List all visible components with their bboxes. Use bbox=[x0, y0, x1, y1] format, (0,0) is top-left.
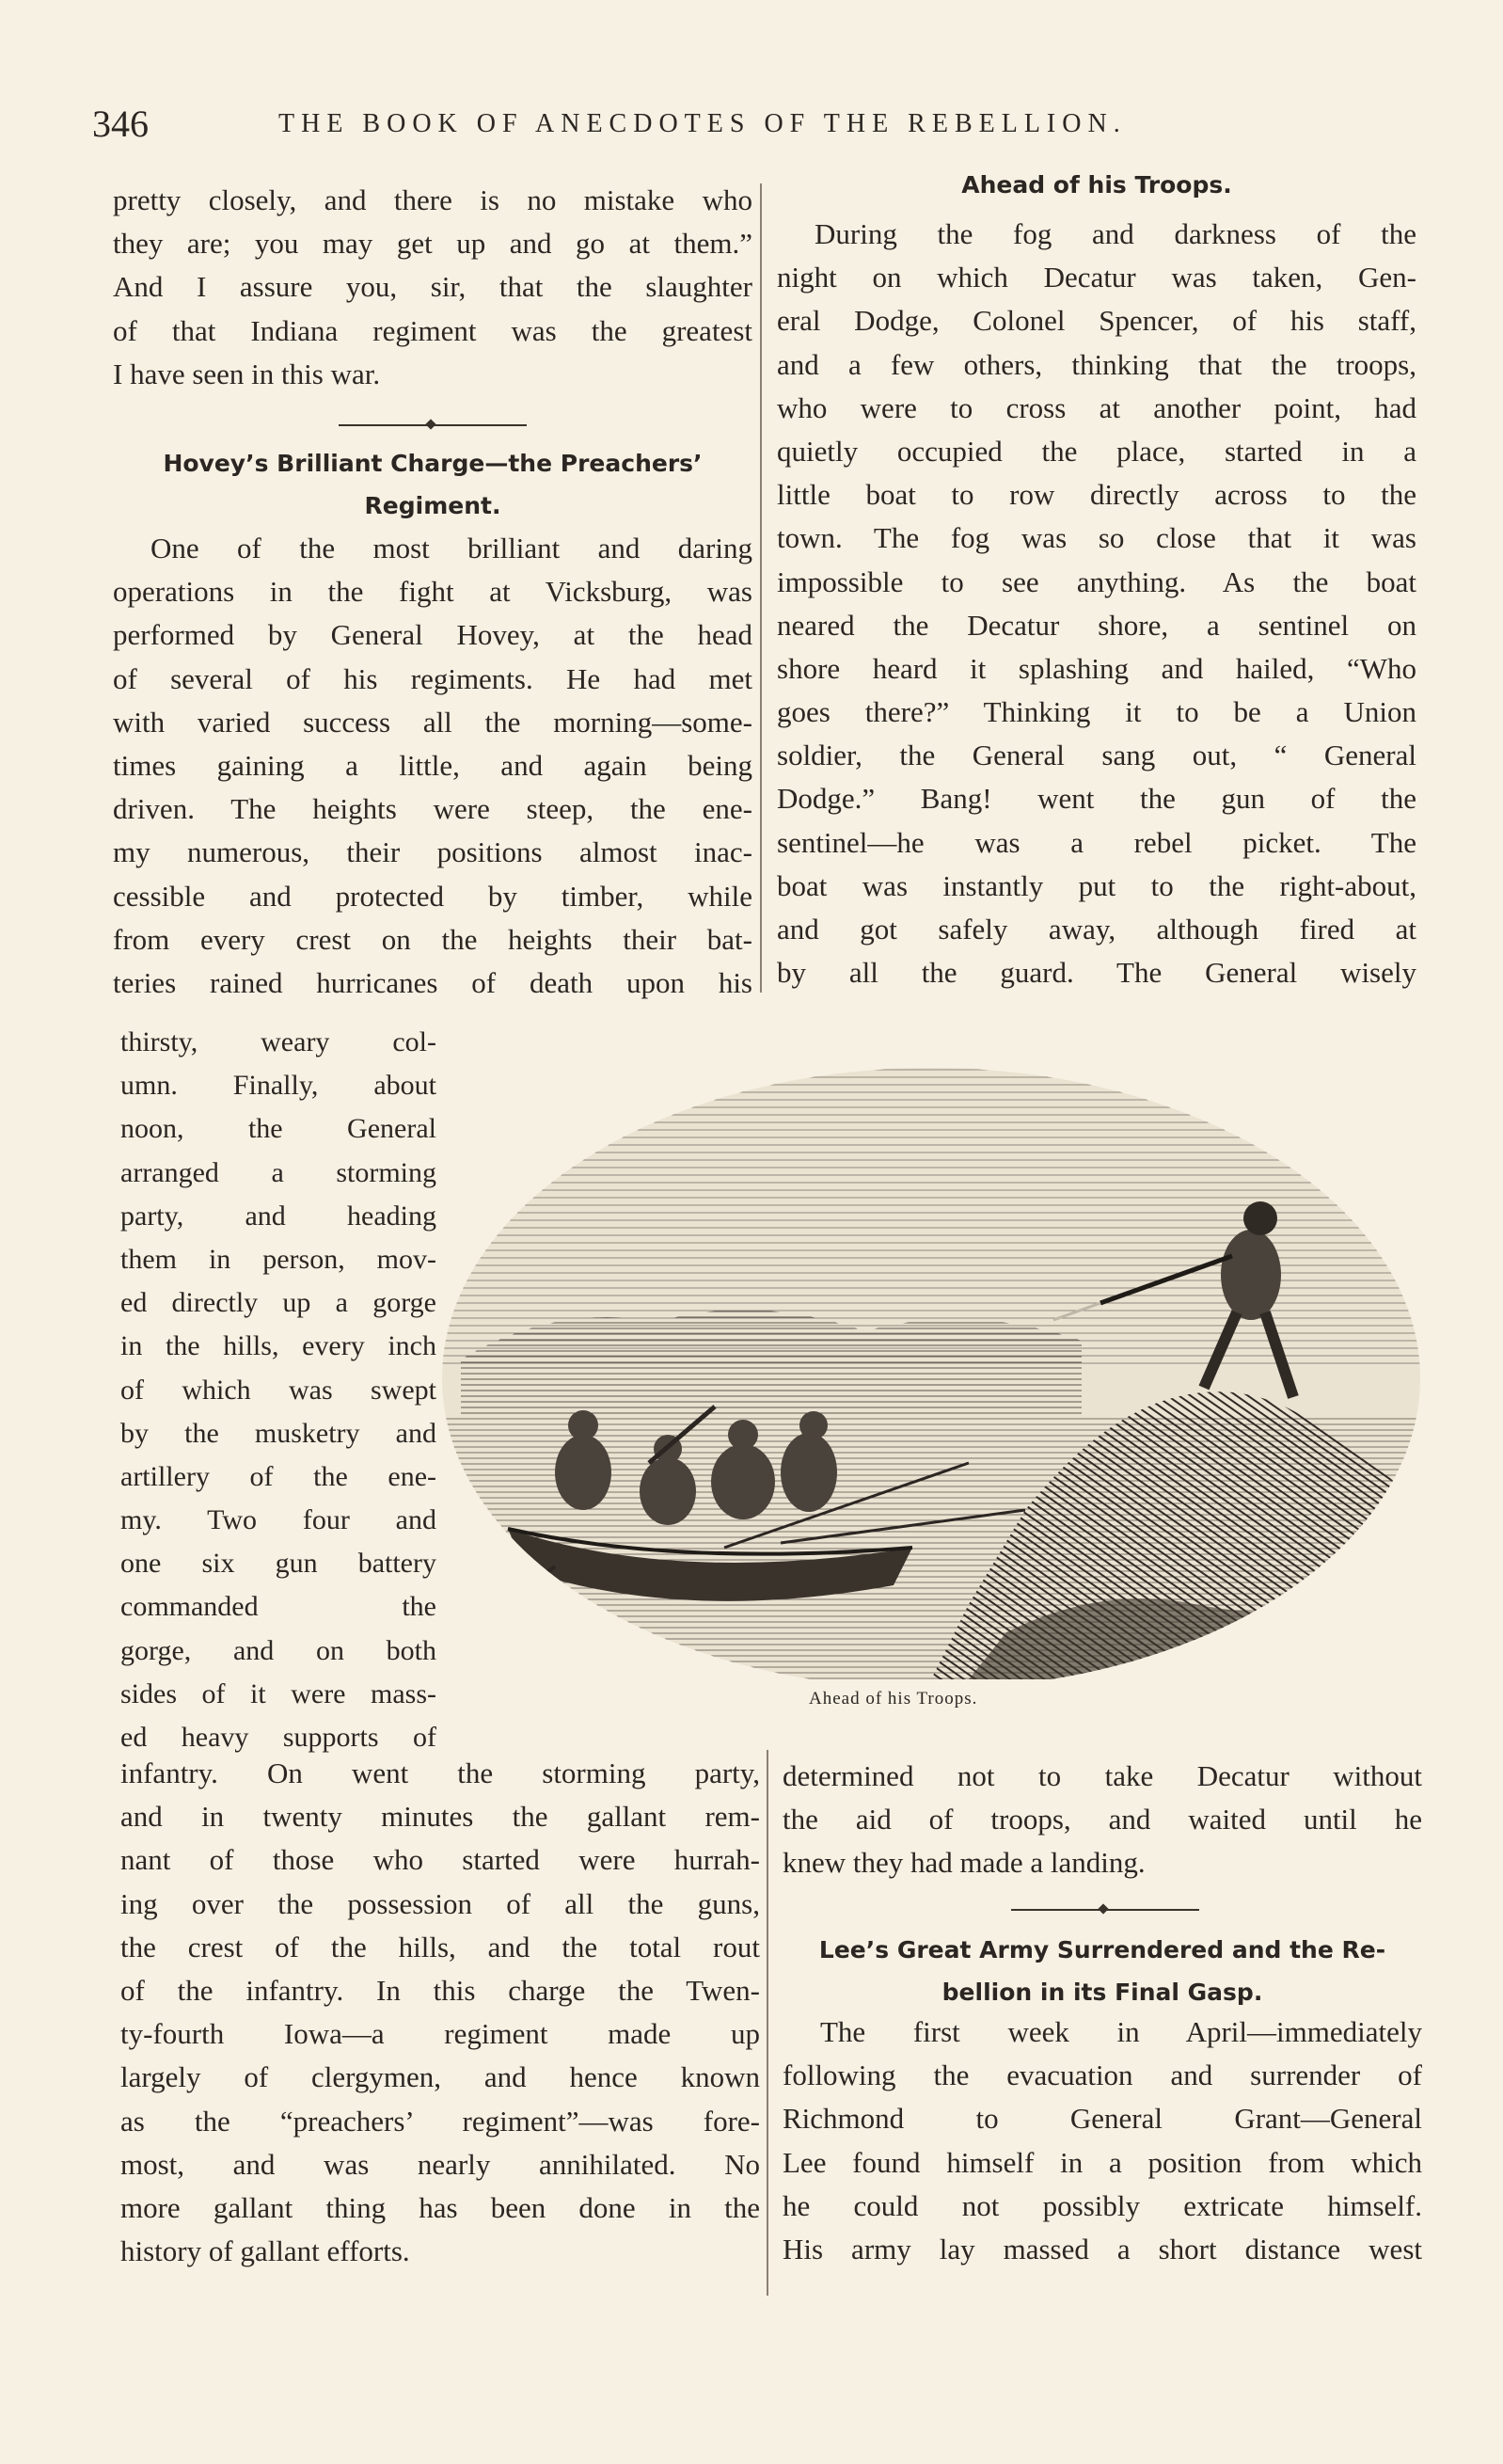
text-line: who were to cross at another point, had bbox=[777, 390, 1416, 424]
text-line: night on which Decatur was taken, Gen- bbox=[777, 261, 1416, 294]
hovey-paragraph-continued bbox=[120, 1752, 760, 2273]
text-line: ed directly up a gorge bbox=[120, 1287, 436, 1319]
text-line: Lee found himself in a position from which bbox=[783, 2145, 1422, 2179]
section-heading-lee bbox=[783, 1929, 1422, 2013]
text-line: eral Dodge, Colonel Spencer, of his staff, bbox=[777, 304, 1416, 338]
text-line: sentinel—he was a rebel picket. The bbox=[777, 825, 1416, 859]
heading-line: Lee’s Great Army Surrendered and the Re- bbox=[818, 1936, 1386, 1963]
text-line: One of the most brilliant and daring bbox=[150, 532, 752, 564]
text-line: determined not to take Decatur without bbox=[783, 1759, 1422, 1792]
text-line: During the fog and darkness of the bbox=[815, 217, 1416, 250]
text-line: party, and heading bbox=[120, 1200, 436, 1232]
text-line: times gaining a little, and again being bbox=[113, 748, 752, 782]
engraving-boat-and-sentinel bbox=[442, 1021, 1420, 1679]
distant-shore bbox=[461, 1310, 1082, 1416]
hovey-paragraph-wrapped bbox=[120, 1021, 436, 1759]
text-line: commanded the bbox=[120, 1591, 436, 1623]
text-line: gorge, and on both bbox=[120, 1634, 436, 1666]
text-line: pretty closely, and there is no mistake who bbox=[113, 183, 752, 216]
text-line: history of gallant efforts. bbox=[120, 2234, 410, 2268]
text-line: and in twenty minutes the gallant rem- bbox=[120, 1800, 760, 1834]
ahead-paragraph bbox=[777, 213, 1416, 994]
page-number: 346 bbox=[92, 103, 149, 145]
text-line: goes there?” Thinking it to be a Union bbox=[777, 695, 1416, 729]
text-line: of several of his regiments. He had met bbox=[113, 661, 752, 695]
text-line: the aid of troops, and waited until he bbox=[783, 1803, 1422, 1836]
text-line: by the musketry and bbox=[120, 1417, 436, 1449]
text-line: as the “preachers’ regiment”—was fore- bbox=[120, 2104, 760, 2138]
column-rule bbox=[767, 1750, 768, 2296]
text-line: nant of those who started were hurrah- bbox=[120, 1843, 760, 1877]
text-line: more gallant thing has been done in the bbox=[120, 2190, 760, 2224]
text-line: boat was instantly put to the right-about, bbox=[777, 868, 1416, 902]
text-line: of which was swept bbox=[120, 1374, 436, 1406]
section-divider-ornament bbox=[1011, 1905, 1199, 1915]
text-line: infantry. On went the storming party, bbox=[120, 1757, 760, 1789]
illustration-caption: Ahead of his Troops. bbox=[809, 1689, 978, 1709]
text-line: and a few others, thinking that the troops, bbox=[777, 347, 1416, 381]
text-line: them in person, mov- bbox=[120, 1243, 436, 1275]
running-header bbox=[92, 102, 1428, 149]
left-column-opening-paragraph bbox=[113, 179, 752, 396]
text-line: shore heard it splashing and hailed, “Who bbox=[777, 651, 1416, 685]
text-line: noon, the General bbox=[120, 1113, 436, 1145]
text-line: they are; you may get up and go at them.” bbox=[113, 227, 752, 261]
hovey-paragraph bbox=[113, 527, 752, 1005]
section-divider-ornament bbox=[339, 421, 527, 430]
text-line: soldier, the General sang out, “ General bbox=[777, 739, 1416, 772]
text-line: following the evacuation and surrender of bbox=[783, 2059, 1422, 2092]
text-line: most, and was nearly annihilated. No bbox=[120, 2147, 760, 2181]
heading-line: Hovey’s Brilliant Charge—the Preachers’ bbox=[163, 450, 703, 477]
text-line: His army lay massed a short distance west bbox=[783, 2232, 1422, 2265]
text-line: my numerous, their positions almost inac- bbox=[113, 835, 752, 869]
text-line: ing over the possession of all the guns, bbox=[120, 1886, 760, 1920]
lee-paragraph bbox=[783, 2011, 1422, 2271]
text-line: arranged a storming bbox=[120, 1156, 436, 1188]
text-line: largely of clergymen, and hence known bbox=[120, 2060, 760, 2094]
text-line: little boat to row directly across to the bbox=[777, 478, 1416, 512]
ahead-paragraph-continued bbox=[783, 1755, 1422, 1885]
running-title: THE BOOK OF ANECDOTES OF THE REBELLION. bbox=[278, 109, 1127, 138]
text-line: knew they had made a landing. bbox=[783, 1846, 1146, 1880]
text-line: town. The fog was so close that it was bbox=[777, 521, 1416, 555]
text-line: and got safely away, although fired at bbox=[777, 913, 1416, 946]
text-line: by all the guard. The General wisely bbox=[777, 956, 1416, 990]
text-line: he could not possibly extricate himself. bbox=[783, 2188, 1422, 2222]
text-line: teries rained hurricanes of death upon his bbox=[113, 965, 752, 999]
text-line: I have seen in this war. bbox=[113, 357, 381, 390]
text-line: of that Indiana regiment was the greatest bbox=[113, 313, 752, 347]
text-line: ty-fourth Iowa—a regiment made up bbox=[120, 2017, 760, 2051]
text-line: The first week in April—immediately bbox=[820, 2015, 1422, 2048]
text-line: thirsty, weary col- bbox=[120, 1026, 436, 1057]
text-line: neared the Decatur shore, a sentinel on bbox=[777, 608, 1416, 642]
text-line: performed by General Hovey, at the head bbox=[113, 618, 752, 652]
column-rule bbox=[760, 183, 762, 993]
text-line: with varied success all the morning—some- bbox=[113, 705, 752, 739]
text-line: the crest of the hills, and the total rout bbox=[120, 1930, 760, 1963]
text-line: in the hills, every inch bbox=[120, 1330, 436, 1362]
text-line: cessible and protected by timber, while bbox=[113, 879, 752, 913]
text-line: And I assure you, sir, that the slaughter bbox=[113, 270, 752, 304]
text-line: sides of it were mass- bbox=[120, 1677, 436, 1709]
section-heading-hovey bbox=[113, 442, 752, 527]
text-line: Richmond to General Grant—General bbox=[783, 2102, 1422, 2136]
heading-line: Regiment. bbox=[364, 492, 501, 519]
text-line: artillery of the ene- bbox=[120, 1460, 436, 1492]
text-line: of the infantry. In this charge the Twen- bbox=[120, 1973, 760, 2007]
text-line: from every crest on the heights their bat- bbox=[113, 922, 752, 956]
heading-line: bellion in its Final Gasp. bbox=[941, 1979, 1263, 2006]
text-line: quietly occupied the place, started in a bbox=[777, 434, 1416, 468]
section-heading-ahead: Ahead of his Troops. bbox=[961, 171, 1232, 199]
text-line: ed heavy supports of bbox=[120, 1722, 436, 1753]
text-line: impossible to see anything. As the boat bbox=[777, 564, 1416, 598]
text-line: my. Two four and bbox=[120, 1504, 436, 1536]
text-line: driven. The heights were steep, the ene- bbox=[113, 792, 752, 826]
text-line: Dodge.” Bang! went the gun of the bbox=[777, 782, 1416, 816]
text-line: operations in the fight at Vicksburg, was bbox=[113, 575, 752, 609]
text-line: one six gun battery bbox=[120, 1548, 436, 1580]
text-line: umn. Finally, about bbox=[120, 1070, 436, 1102]
